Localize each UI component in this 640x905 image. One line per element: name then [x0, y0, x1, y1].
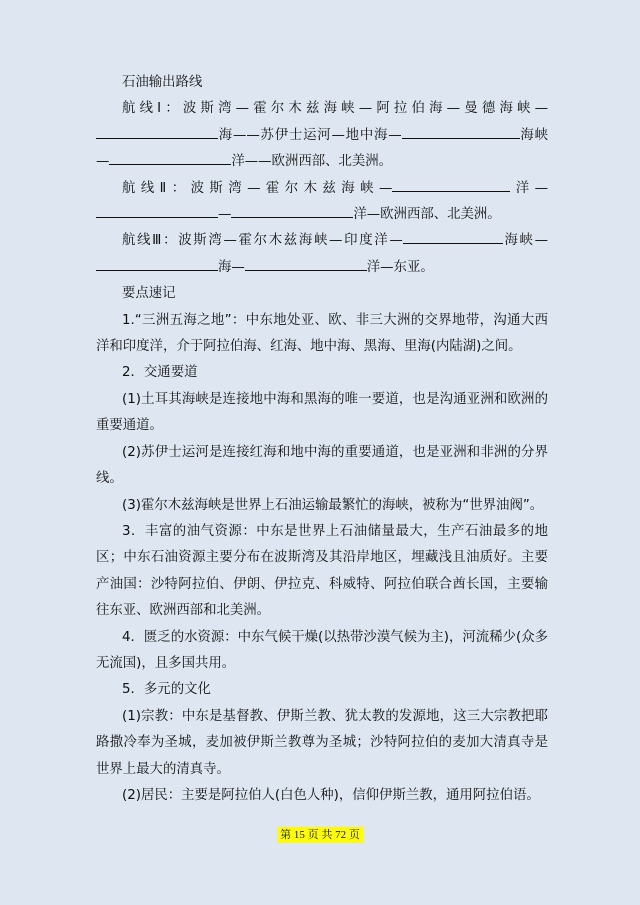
fill-blank[interactable] [96, 203, 218, 218]
route-2-text-a: 波斯湾—霍尔木兹海峡— [190, 180, 393, 196]
note-item: 5．多元的文化 [122, 682, 211, 698]
route-1-label: 航线Ⅰ： [122, 101, 183, 117]
route-2-text-d: 洋—欧洲西部、北美洲。 [353, 207, 501, 223]
fill-blank[interactable] [96, 124, 218, 139]
fill-blank[interactable] [245, 256, 367, 271]
route-1-text-a: 波斯湾—霍尔木兹海峡—阿拉伯海—曼德海峡— [182, 101, 549, 117]
route-2-label: 航线Ⅱ： [122, 180, 191, 196]
route-3-text-b: 海峡— [502, 233, 549, 249]
notes-title: 要点速记 [122, 286, 176, 302]
note-item: (3)霍尔木兹海峡是世界上石油运输最繁忙的海峡，被称为“世界油阀”。 [122, 497, 544, 513]
route-2-text-c: — [218, 207, 232, 223]
note-item: (2)居民：主要是阿拉伯人(白色人种)，信仰伊斯兰教，通用阿拉伯语。 [122, 787, 540, 803]
route-2-text-b: 洋— [510, 180, 549, 196]
fill-blank[interactable] [96, 256, 218, 271]
page-footer [0, 823, 640, 843]
route-3-text-d: 洋—东亚。 [366, 259, 434, 275]
note-item: 1.“三洲五海之地”：中东地处亚、欧、非三大洲的交界地带，沟通大西洋和印度洋，介于阿拉伯海、红海、地中海、黑海、里海(内陆湖)之间。 [96, 312, 548, 355]
page-number: 第 15 页 共 72 页 [277, 827, 363, 843]
note-item: (2)苏伊士运河是连接红海和地中海的重要通道，也是亚洲和非洲的分界线。 [96, 444, 548, 487]
route-3-label: 航线Ⅲ： [122, 233, 179, 249]
note-item: 2．交通要道 [122, 365, 198, 381]
route-1-text-c: 海峡 [519, 127, 549, 143]
route-3 [96, 228, 548, 281]
route-3-text-c: 海— [218, 259, 245, 275]
route-1-text-b: 海——苏伊士运河—地中海— [218, 127, 402, 143]
note-item: (1)宗教：中东是基督教、伊斯兰教、犹太教的发源地，这三大宗教把耶路撒冷奉为圣城，麦加被伊斯兰教尊为圣城；沙特阿拉伯的麦加大清真寺是世界上最大的清真寺。 [96, 708, 548, 777]
fill-blank[interactable] [231, 203, 353, 218]
route-1-text-e: 洋——欧洲西部、北美洲。 [231, 154, 393, 170]
document-body [96, 70, 548, 809]
route-1 [96, 96, 548, 175]
section-heading: 石油输出路线 [122, 75, 203, 90]
note-item: (1)土耳其海峡是连接地中海和黑海的唯一要道，也是沟通亚洲和欧洲的重要通道。 [96, 391, 548, 434]
fill-blank[interactable] [402, 124, 520, 139]
fill-blank[interactable] [109, 150, 231, 165]
route-3-text-a: 波斯湾—霍尔木兹海峡—印度洋— [178, 233, 403, 249]
fill-blank[interactable] [392, 177, 510, 192]
route-2 [96, 176, 548, 229]
route-1-text-d: — [96, 154, 110, 170]
fill-blank[interactable] [403, 229, 503, 244]
note-item: 4．匮乏的水资源：中东气候干燥(以热带沙漠气候为主)，河流稀少(众多无流国)，且多国共用。 [96, 629, 548, 671]
note-item: 3．丰富的油气资源：中东是世界上石油储量最大，生产石油最多的地区；中东石油资源主要分布在波斯湾及其沿岸地区，埋藏浅且油质好。主要产油国：沙特阿拉伯、伊朗、伊拉克、科威特、阿拉伯联合酋长国，主要输往东亚、欧洲西部和北美洲。 [96, 523, 548, 619]
